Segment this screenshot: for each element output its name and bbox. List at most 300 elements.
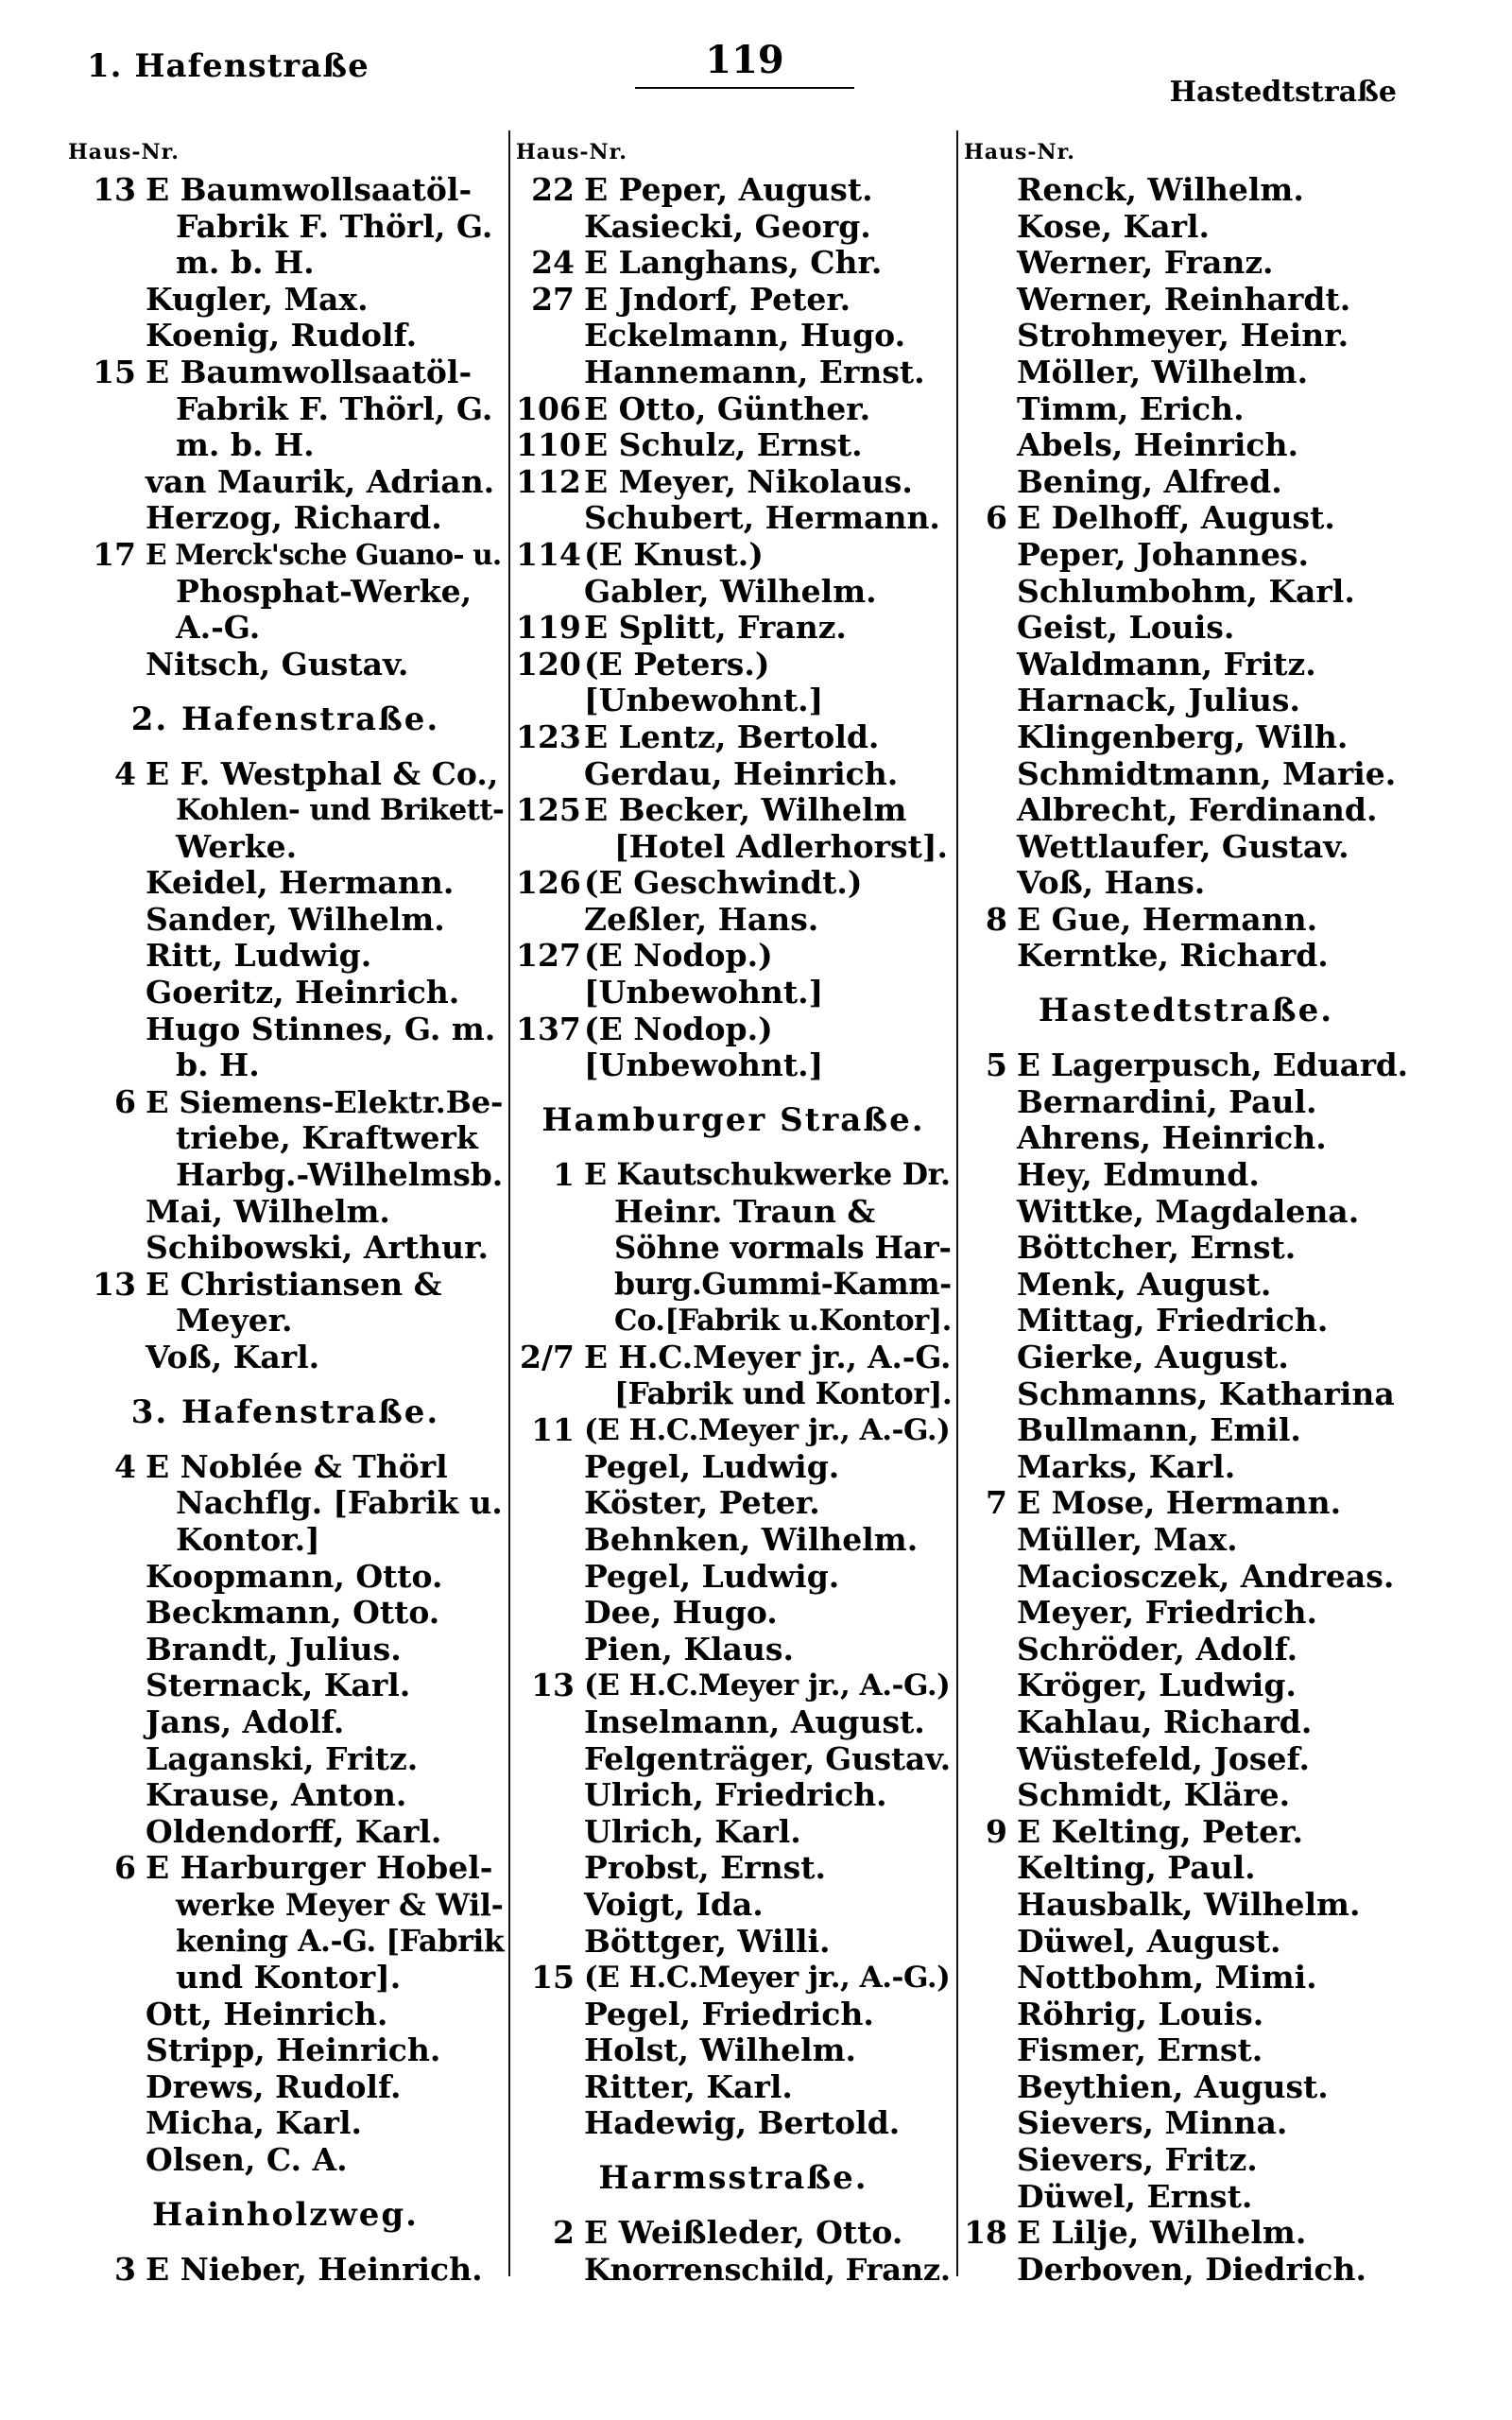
entry-line: Strohmeyer, Heinr. (1017, 317, 1349, 354)
entry-text (584, 1668, 951, 1704)
entry-text (1017, 683, 1408, 719)
entry-line: Voigt, Ida. (584, 1885, 764, 1923)
entry-text (1017, 719, 1408, 756)
entry-line: Sievers, Fritz. (1017, 2141, 1258, 2179)
entry-line: Felgenträger, Gustav. (584, 1739, 951, 1777)
house-number: 18 (964, 2214, 1007, 2252)
directory-entry (68, 1011, 503, 1084)
house-number (964, 829, 1017, 866)
entry-line: Schubert, Hermann. (584, 499, 940, 537)
directory-entry (964, 1960, 1408, 1996)
entry-line: E Peper, August. (584, 171, 873, 208)
entry-text (1017, 938, 1408, 975)
house-number (516, 1047, 584, 1084)
house-number (964, 1267, 1017, 1304)
street-heading: Hastedtstraße. (1038, 992, 1334, 1030)
directory-entry (68, 2142, 503, 2179)
house-number (964, 2179, 1017, 2216)
house-number (516, 1522, 584, 1559)
entry-text (1017, 354, 1408, 391)
entry-line: Hausbalk, Wilhelm. (1017, 1885, 1361, 1923)
directory-entry (964, 318, 1408, 354)
house-number (516, 1814, 584, 1851)
entry-text (584, 209, 951, 246)
house-number (516, 500, 584, 537)
directory-entry (964, 500, 1408, 537)
house-number: 4 (114, 754, 136, 792)
house-number (68, 1668, 146, 1704)
directory-entry (516, 2252, 951, 2289)
entry-line: Kugler, Max. (146, 280, 369, 318)
column-header-haus-nr: Haus-Nr. (964, 140, 1075, 164)
entry-text (146, 2069, 503, 2106)
directory-entry (516, 719, 951, 756)
entry-line: Düwel, August. (1017, 1922, 1281, 1960)
house-number (516, 354, 584, 391)
entry-text (584, 354, 951, 391)
directory-entry (516, 1559, 951, 1596)
entry-text (584, 1340, 951, 1412)
house-number (964, 1777, 1017, 1814)
entry-line: Mittag, Friedrich. (1017, 1302, 1329, 1340)
house-number: 2 (553, 2214, 575, 2252)
entry-line: Hannemann, Ernst. (584, 353, 925, 390)
house-number: 1 (553, 1156, 575, 1194)
house-number (68, 1777, 146, 1814)
entry-line: Hadewig, Bertold. (584, 2104, 901, 2142)
entry-line: Jans, Adolf. (146, 1703, 345, 1740)
directory-entry (516, 1011, 951, 1048)
entry-text (584, 756, 951, 793)
entry-text (584, 902, 951, 939)
entry-text (1017, 172, 1408, 209)
entry-text (1017, 1741, 1408, 1778)
directory-entry (964, 1668, 1408, 1704)
directory-entry (516, 647, 951, 683)
house-number (516, 1741, 584, 1778)
entry-line: Behnken, Wilhelm. (584, 1520, 919, 1558)
entry-line: Maciosczek, Andreas. (1017, 1557, 1395, 1595)
house-number (516, 756, 584, 793)
directory-entry (964, 2215, 1408, 2252)
entry-text (146, 1668, 503, 1704)
entry-line: Derboven, Diedrich. (1017, 2250, 1366, 2288)
entry-text (146, 1814, 503, 1851)
directory-entry (516, 792, 951, 865)
directory-entry (964, 427, 1408, 464)
directory-entry (68, 1777, 503, 1814)
entry-text (146, 1741, 503, 1778)
house-number (68, 2105, 146, 2142)
entry-line: E Kelting, Peter. (1017, 1812, 1303, 1850)
entry-text (146, 1267, 503, 1340)
directory-entry (516, 1412, 951, 1449)
entry-line: E Lilje, Wilhelm. (1017, 2214, 1307, 2252)
directory-entry (964, 1924, 1408, 1961)
entry-line-continued: Co.[Fabrik u.Kontor]. (614, 1304, 952, 1339)
house-number: 123 (516, 717, 581, 755)
entry-line-continued: Kontor.] (176, 1520, 320, 1558)
house-number (964, 683, 1017, 719)
house-number (68, 2032, 146, 2069)
directory-entry (964, 354, 1408, 391)
directory-entry (964, 2252, 1408, 2289)
directory-entry (516, 1340, 951, 1412)
entry-line: Schmidt, Kläre. (1017, 1776, 1291, 1814)
entry-line: Bullmann, Emil. (1017, 1411, 1301, 1449)
entry-line: Ritt, Ludwig. (146, 937, 372, 975)
house-number (964, 756, 1017, 793)
directory-entry (68, 756, 503, 866)
entry-text (584, 865, 951, 902)
directory-entry (964, 719, 1408, 756)
directory-entry (964, 1632, 1408, 1668)
house-number (964, 610, 1017, 647)
directory-entry (964, 2142, 1408, 2179)
directory-entry (964, 2069, 1408, 2106)
entry-line-continued: Fabrik F. Thörl, G. (176, 389, 493, 427)
entry-line: Marks, Karl. (1017, 1447, 1236, 1485)
entry-line: Gierke, August. (1017, 1339, 1289, 1375)
house-number (516, 1485, 584, 1522)
entry-line: Kahlau, Richard. (1017, 1703, 1313, 1740)
entry-text (1017, 610, 1408, 647)
house-number (68, 1194, 146, 1231)
directory-entry (964, 756, 1408, 793)
house-number: 8 (986, 900, 1007, 938)
entry-line: Micha, Karl. (146, 2104, 362, 2142)
house-number (964, 1303, 1017, 1340)
directory-entry (516, 500, 951, 537)
entry-text (146, 1449, 503, 1559)
directory-entry (964, 902, 1408, 939)
entry-text (584, 975, 951, 1011)
directory-entry (516, 209, 951, 246)
entry-line: Köster, Peter. (584, 1484, 820, 1522)
entry-text (1017, 1814, 1408, 1851)
directory-entry (964, 1485, 1408, 1522)
house-number: 9 (986, 1812, 1007, 1850)
column-divider (508, 130, 510, 2276)
entry-text (1017, 1412, 1408, 1449)
entry-line: Meyer, Friedrich. (1017, 1594, 1317, 1632)
directory-entry (516, 902, 951, 939)
entry-line: Sternack, Karl. (146, 1667, 411, 1704)
entry-text (1017, 245, 1408, 282)
entry-text (584, 1011, 951, 1048)
directory-entry (516, 427, 951, 464)
entry-text (584, 464, 951, 501)
directory-entry (68, 2032, 503, 2069)
entry-text (1017, 1084, 1408, 1121)
entry-text (584, 1412, 951, 1449)
entry-line-continued: [Hotel Adlerhorst]. (614, 827, 948, 865)
entry-line-continued: Harbg.-Wilhelmsb. (176, 1156, 504, 1194)
entry-text (584, 391, 951, 428)
house-number (516, 1449, 584, 1486)
house-number (964, 1960, 1017, 1996)
directory-entry (964, 1522, 1408, 1559)
entry-text (1017, 391, 1408, 428)
entry-text (146, 1632, 503, 1668)
entry-line: Drews, Rudolf. (146, 2067, 402, 2105)
entry-text (584, 1157, 951, 1340)
house-number (964, 792, 1017, 829)
entry-text (584, 1559, 951, 1596)
house-number: 6 (114, 1849, 136, 1887)
entry-text (1017, 1559, 1408, 1596)
entry-line: Koenig, Rudolf. (146, 317, 418, 354)
directory-entry (964, 1194, 1408, 1231)
entry-text (1017, 318, 1408, 354)
directory-entry (516, 865, 951, 902)
entry-text (146, 938, 503, 975)
house-number (964, 318, 1017, 354)
entry-line: Nitsch, Gustav. (146, 645, 409, 683)
directory-entry (964, 647, 1408, 683)
house-number (964, 1084, 1017, 1121)
directory-entry (964, 172, 1408, 209)
entry-line: Olsen, C. A. (146, 2141, 348, 2179)
entry-text (1017, 2142, 1408, 2179)
entry-line: (E Peters.) (584, 645, 770, 683)
entry-text (1017, 1157, 1408, 1194)
entry-line: Voß, Hans. (1017, 864, 1206, 902)
house-number (516, 1632, 584, 1668)
entry-text (584, 2252, 951, 2289)
entry-text (1017, 1047, 1408, 1084)
entry-text (146, 1559, 503, 1596)
directory-entry (964, 391, 1408, 428)
entry-text (1017, 2105, 1408, 2142)
entry-text (146, 464, 503, 501)
house-number: 106 (516, 389, 581, 427)
directory-entry (68, 1449, 503, 1559)
house-number (68, 1340, 146, 1376)
entry-line: E Nieber, Heinrich. (146, 2250, 483, 2288)
directory-entry (68, 1996, 503, 2033)
house-number: 17 (93, 535, 136, 573)
directory-entry (964, 683, 1408, 719)
entry-text (146, 902, 503, 939)
entry-line: [Unbewohnt.] (584, 1046, 824, 1084)
house-number (68, 1741, 146, 1778)
directory-entry (516, 318, 951, 354)
directory-entry (68, 1559, 503, 1596)
house-number: 119 (516, 609, 581, 647)
house-number: 13 (93, 171, 136, 208)
entry-line: Nottbohm, Mimi. (1017, 1959, 1317, 1996)
entry-text (1017, 756, 1408, 793)
house-number: 4 (114, 1447, 136, 1485)
entry-line: Werner, Franz. (1017, 244, 1274, 282)
entry-line: E F. Westphal & Co., (146, 754, 499, 792)
entry-text (146, 282, 503, 319)
entry-line: E Becker, Wilhelm (584, 791, 907, 829)
directory-entry (68, 938, 503, 975)
entry-text (1017, 865, 1408, 902)
entry-text (584, 318, 951, 354)
house-number (964, 464, 1017, 501)
entry-text (584, 427, 951, 464)
entry-line: Albrecht, Ferdinand. (1017, 791, 1378, 829)
house-number: 15 (531, 1959, 575, 1996)
entry-text (1017, 1194, 1408, 1231)
house-number (964, 282, 1017, 319)
directory-entry (516, 1850, 951, 1887)
house-number (964, 391, 1017, 428)
entry-text (1017, 2069, 1408, 2106)
entry-line: Schibowski, Arthur. (146, 1229, 489, 1267)
directory-entry (964, 1741, 1408, 1778)
house-number: 2/7 (520, 1339, 575, 1375)
entry-line-continued: Meyer. (176, 1302, 293, 1340)
house-number (68, 1595, 146, 1632)
entry-line: Wüstefeld, Josef. (1017, 1739, 1311, 1777)
entry-line: Kröger, Ludwig. (1017, 1667, 1297, 1704)
house-number: 15 (93, 353, 136, 390)
entry-line: E Splitt, Franz. (584, 609, 847, 647)
house-number (964, 209, 1017, 246)
entry-text (584, 938, 951, 975)
directory-column-1 (68, 132, 503, 2288)
directory-entry (516, 1960, 951, 1996)
house-number (964, 1887, 1017, 1924)
directory-entry (964, 2105, 1408, 2142)
entry-line-continued: Phosphat-Werke, (176, 572, 472, 610)
directory-entry (516, 537, 951, 574)
entry-line-continued: werke Meyer & Wil- (176, 1886, 504, 1923)
directory-entry (516, 2069, 951, 2106)
entry-line: E Meyer, Nikolaus. (584, 462, 913, 500)
entry-line: Peper, Johannes. (1017, 535, 1310, 573)
house-number: 6 (986, 499, 1007, 537)
entry-line: Geist, Louis. (1017, 609, 1235, 647)
entry-text (146, 1011, 503, 1084)
entry-line: Gabler, Wilhelm. (584, 572, 877, 610)
entry-line: Renck, Wilhelm. (1017, 171, 1304, 208)
street-heading: Harmsstraße. (598, 2159, 868, 2198)
entry-text (584, 2215, 951, 2252)
street-heading: Hainholzweg. (152, 2195, 419, 2234)
entry-text (1017, 1777, 1408, 1814)
street-heading: 2. Hafenstraße. (130, 700, 440, 738)
house-number (516, 683, 584, 719)
entry-line: E Christiansen & (146, 1265, 442, 1303)
directory-entry (516, 1522, 951, 1559)
house-number: 22 (531, 171, 575, 208)
house-number: 125 (516, 791, 581, 829)
entry-text (584, 792, 951, 865)
entry-line: Schmidtmann, Marie. (1017, 754, 1397, 792)
directory-entry (964, 1047, 1408, 1084)
house-number (964, 1120, 1017, 1157)
house-number (964, 1376, 1017, 1413)
entry-line: Kose, Karl. (1017, 207, 1210, 245)
house-number (68, 1704, 146, 1741)
directory-entry (68, 537, 503, 647)
directory-entry (964, 610, 1408, 647)
directory-entry (964, 829, 1408, 866)
house-number (516, 1924, 584, 1961)
house-number: 27 (531, 280, 575, 318)
entry-text (146, 354, 503, 464)
entry-line-continued: kening A.-G. [Fabrik (176, 1923, 505, 1959)
directory-entry (516, 1741, 951, 1778)
house-number (516, 1887, 584, 1924)
directory-entry (964, 1559, 1408, 1596)
entry-text (1017, 1340, 1408, 1376)
entry-line: Inselmann, August. (584, 1703, 925, 1740)
entry-text (1017, 537, 1408, 574)
entry-line: E Kautschukwerke Dr. (584, 1157, 951, 1193)
entry-text (584, 647, 951, 683)
entry-text (146, 1340, 503, 1376)
house-number: 112 (516, 462, 581, 500)
entry-line: Kasiecki, Georg. (584, 207, 871, 245)
directory-entry (964, 1449, 1408, 1486)
house-number (68, 647, 146, 683)
entry-line: E Weißleder, Otto. (584, 2214, 903, 2252)
entry-text (146, 975, 503, 1011)
entry-line: Zeßler, Hans. (584, 900, 819, 938)
house-number (516, 2069, 584, 2106)
entry-text (584, 1704, 951, 1741)
entry-line: Hugo Stinnes, G. m. (146, 1010, 496, 1047)
page-number: 119 (705, 38, 784, 82)
directory-entry (964, 282, 1408, 319)
running-head-right: Hastedtstraße (1169, 76, 1397, 109)
entry-line: Herzog, Richard. (146, 499, 442, 537)
directory-entry (68, 1850, 503, 1996)
entry-line: Waldmann, Fritz. (1017, 645, 1316, 683)
entry-line: Timm, Erich. (1017, 389, 1245, 427)
entry-text (1017, 2215, 1408, 2252)
entry-text (1017, 1632, 1408, 1668)
house-number (516, 1559, 584, 1596)
house-number: 110 (516, 426, 581, 464)
house-number: 137 (516, 1010, 581, 1047)
entry-line: Werner, Reinhardt. (1017, 280, 1351, 318)
entry-line: (E Nodop.) (584, 1010, 773, 1047)
entry-text (584, 1887, 951, 1924)
entry-line-continued: Kohlen- und Brikett- (176, 793, 505, 828)
entry-line: (E Geschwindt.) (584, 864, 863, 902)
directory-entry (68, 318, 503, 354)
entry-line-continued: b. H. (176, 1046, 260, 1084)
entry-text (146, 1704, 503, 1741)
directory-entry (516, 574, 951, 611)
directory-entry (68, 1340, 503, 1376)
column-header-haus-nr: Haus-Nr. (516, 140, 627, 164)
directory-entry (516, 1632, 951, 1668)
house-number (964, 865, 1017, 902)
entry-line: E Jndorf, Peter. (584, 280, 851, 318)
entry-line: Laganski, Fritz. (146, 1739, 419, 1777)
house-number: 7 (986, 1484, 1007, 1522)
house-number (964, 574, 1017, 611)
entry-line: Kelting, Paul. (1017, 1849, 1256, 1887)
house-number: 127 (516, 937, 581, 975)
entry-line: Eckelmann, Hugo. (584, 317, 906, 354)
column-divider (956, 130, 958, 2276)
house-number (68, 902, 146, 939)
entry-line: Schlumbohm, Karl. (1017, 572, 1355, 610)
entry-text (584, 574, 951, 611)
house-number (964, 427, 1017, 464)
entry-line: Voß, Karl. (146, 1339, 320, 1375)
entry-text (1017, 2252, 1408, 2289)
